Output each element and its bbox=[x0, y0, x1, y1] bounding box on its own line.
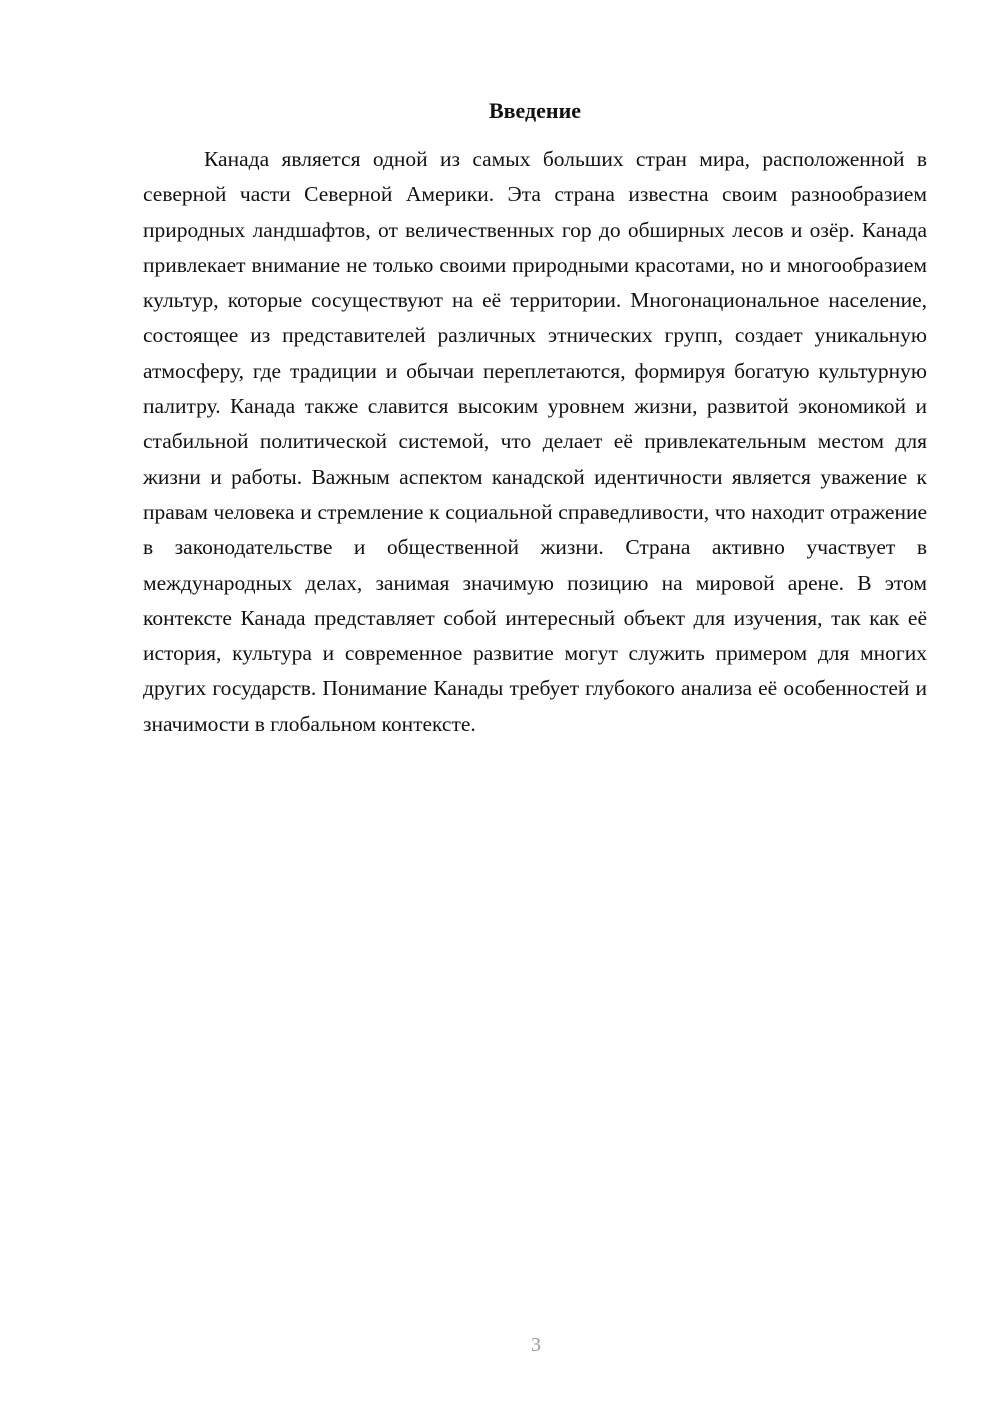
body-paragraph: Канада является одной из самых больших стран мира, расположенной в северной части Северной Америки. Эта страна известна своим разнообразием природных ландшафтов, от величественных гор до обширных лесов и озёр. Канада привлекает внимание не только своими природными красотами, но и многообразием культур, которые сосуществуют на её территории. Многонациональное население, состоящее из представителей различных этнических групп, создает уникальную атмосферу, где традиции и обычаи переплетаются, формируя богатую культурную палитру. Канада также славится высоким уровнем жизни, развитой экономикой и стабильной политической системой, что делает её привлекательным местом для жизни и работы. Важным аспектом канадской идентичности является уважение к правам человека и стремление к социальной справедливости, что находит отражение в законодательстве и общественной жизни. Страна активно участвует в международных делах, занимая значимую позицию на мировой арене. В этом контексте Канада представляет собой интересный объект для изучения, так как её история, культура и современное развитие могут служить примером для многих других государств. Понимание Канады требует глубокого анализа её особенностей и значимости в глобальном контексте. bbox=[143, 147, 927, 736]
section-heading: Введение bbox=[488, 98, 582, 123]
page-number: 3 bbox=[531, 1334, 541, 1356]
